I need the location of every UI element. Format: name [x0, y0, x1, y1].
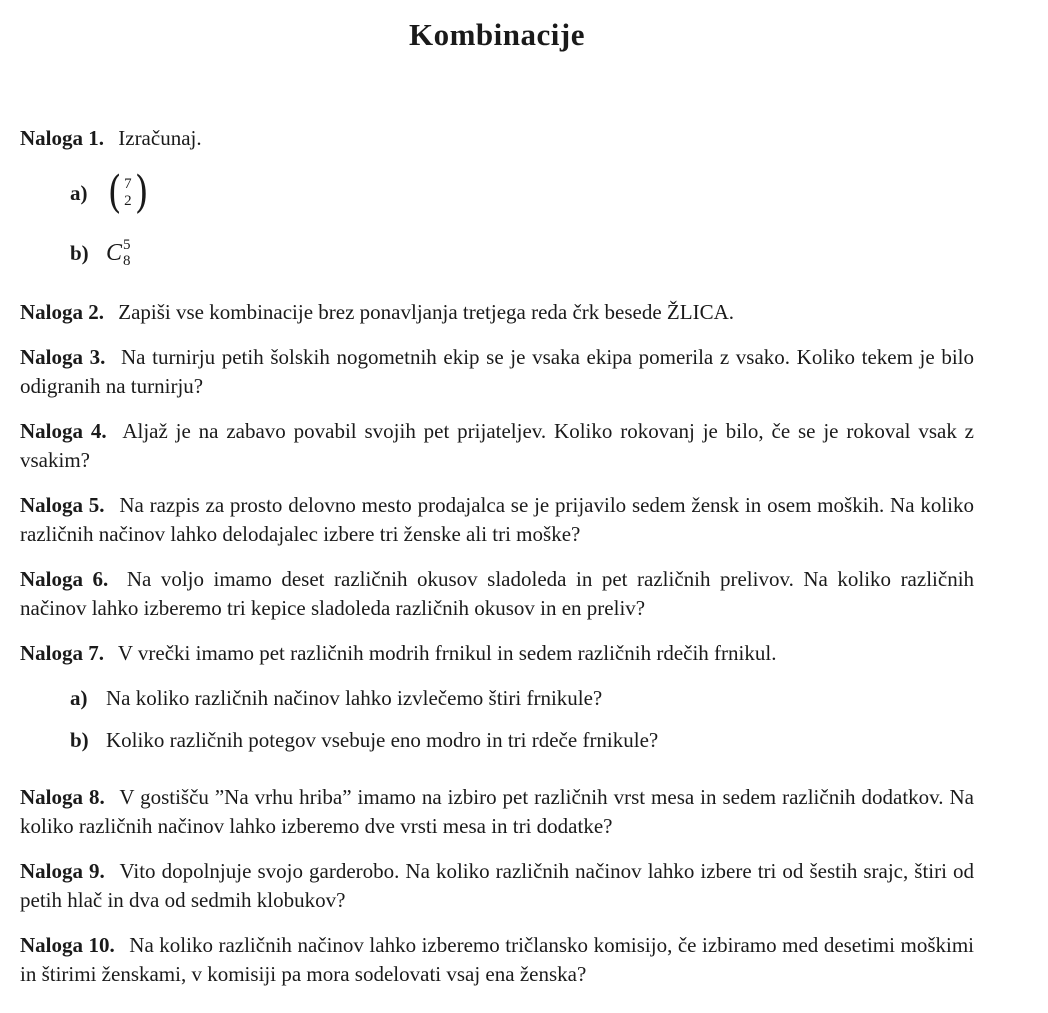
- problem-5: [20, 491, 974, 549]
- problem-4-label: Naloga 4.: [20, 419, 107, 443]
- problem-8-label: Naloga 8.: [20, 785, 105, 809]
- problem-1-text: Izračunaj.: [118, 126, 202, 150]
- problem-4: [20, 417, 974, 475]
- problem-10-text: Na koliko različnih načinov lahko izberemo tričlansko komisijo, če izbiramo med desetimi moškimi in štirimi ženskami, v komisiji pa mora sodelovati vsaj ena ženska?: [20, 933, 974, 986]
- item-b-marker: b): [70, 728, 89, 752]
- close-paren: ): [134, 167, 149, 218]
- problem-1-item-a: [20, 169, 974, 217]
- problem-2-text: Zapiši vse kombinacije brez ponavljanja tretjega reda črk besede ŽLICA.: [118, 300, 734, 324]
- problem-7-label: Naloga 7.: [20, 641, 104, 665]
- problem-5-label: Naloga 5.: [20, 493, 105, 517]
- binomial-top: 7: [124, 176, 132, 192]
- problem-6-label: Naloga 6.: [20, 567, 109, 591]
- c-superscript: 5: [123, 237, 131, 253]
- item-b-text: Koliko različnih potegov vsebuje eno modro in tri rdeče frnikule?: [106, 728, 659, 752]
- problem-9-label: Naloga 9.: [20, 859, 105, 883]
- problem-7-item-b: [20, 726, 974, 755]
- binomial-bottom: 2: [124, 193, 132, 209]
- problem-8-text: V gostišču ”Na vrhu hriba” imamo na izbiro pet različnih vrst mesa in sedem različnih dodatkov. Na koliko različnih načinov lahko izberemo dve vrsti mesa in tri dodatke?: [20, 785, 974, 838]
- problem-5-text: Na razpis za prosto delovno mesto prodajalca se je prijavilo sedem žensk in osem moških. Na koliko različnih načinov lahko delodajalec izbere tri ženske ali tri moške?: [20, 493, 974, 546]
- problem-6: [20, 565, 974, 623]
- problem-2-label: Naloga 2.: [20, 300, 104, 324]
- item-b-marker: b): [70, 240, 89, 265]
- problem-7-item-a: [20, 684, 974, 713]
- problem-1-item-b: [20, 232, 974, 274]
- c-subscript: 8: [123, 253, 131, 269]
- problem-4-text: Aljaž je na zabavo povabil svojih pet prijateljev. Koliko rokovanj je bilo, če se je rokoval vsak z vsakim?: [20, 419, 975, 472]
- item-a-marker: a): [70, 686, 88, 710]
- problem-1-label: Naloga 1.: [20, 126, 104, 150]
- page-title: Kombinacije: [409, 17, 585, 52]
- worksheet-page: [0, 16, 1048, 1013]
- problem-7-items: [20, 684, 974, 755]
- problem-7: [20, 639, 974, 668]
- problem-6-text: Na voljo imamo deset različnih okusov sladoleda in pet različnih prelivov. Na koliko različnih načinov lahko izberemo tri kepice sladoleda različnih okusov in en preliv?: [20, 567, 975, 620]
- c-letter: C: [106, 239, 123, 266]
- problem-8: [20, 783, 974, 841]
- problem-1: [20, 124, 974, 153]
- item-a-marker: a): [70, 180, 88, 205]
- problem-3-text: Na turnirju petih šolskih nogometnih ekip se je vsaka ekipa pomerila z vsako. Koliko tekem je bilo odigranih na turnirju?: [20, 345, 974, 398]
- open-paren: (: [107, 167, 122, 218]
- problem-3-label: Naloga 3.: [20, 345, 106, 369]
- item-a-text: Na koliko različnih načinov lahko izvlečemo štiri frnikule?: [106, 686, 603, 710]
- problem-2: [20, 298, 974, 327]
- problem-10-label: Naloga 10.: [20, 933, 115, 957]
- combination-notation-c-8-5: [106, 232, 131, 274]
- problem-10: [20, 931, 974, 989]
- binomial-7-2: [106, 169, 150, 217]
- problem-9-text: Vito dopolnjuje svojo garderobo. Na koliko različnih načinov lahko izbere tri od šestih srajc, štiri od petih hlač in dva od sedmih klobukov?: [20, 859, 975, 912]
- problem-1-items: [20, 169, 974, 274]
- c-subsup-stack: [123, 237, 131, 269]
- problem-9: [20, 857, 974, 915]
- problem-3: [20, 343, 974, 401]
- problem-7-text: V vrečki imamo pet različnih modrih frnikul in sedem različnih rdečih frnikul.: [117, 641, 777, 665]
- binomial-stack: [123, 176, 133, 210]
